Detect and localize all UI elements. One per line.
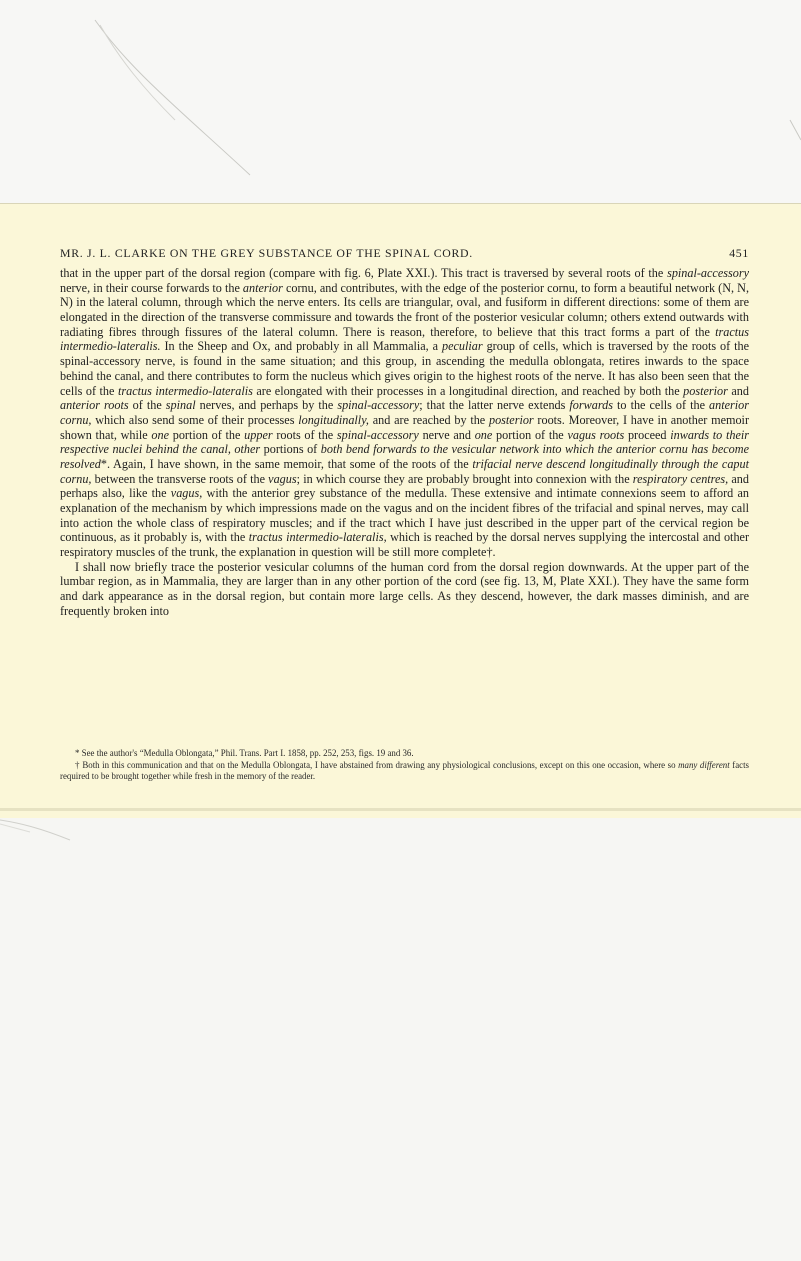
page-edge-shadow	[0, 808, 801, 811]
page-number: 451	[729, 246, 749, 260]
running-title: MR. J. L. CLARKE ON THE GREY SUBSTANCE OF THE SPINAL CORD.	[60, 246, 473, 260]
footnotes	[60, 748, 749, 783]
paragraph: that in the upper part of the dorsal region (compare with fig. 6, Plate XXI.). This tract is traversed by several roots of the spinal-accessory nerve, in their course forwards to the anterior cornu, and contributes, with the edge of the posterior cornu, to form a beautiful network (N, N, N) in the lateral column, through which the nerve enters. Its cells are triangular, oval, and fusiform in different directions: some of them are elongated in the direction of the transverse commissure and towards the front of the posterior vesicular column; others extend outwards with radiating fibres through fissures of the lateral column. There is reason, therefore, to believe that this tract forms a part of the tractus intermedio-lateralis. In the Sheep and Ox, and probably in all Mammalia, a peculiar group of cells, which is traversed by the roots of the spinal-accessory nerve, is found in the same situation; and this group, in ascending the medulla oblongata, retires inwards to the space behind the canal, and there contributes to form the nucleus which gives origin to the highest roots of the nerve. It has also been seen that the cells of the tractus intermedio-lateralis are elongated with their processes in a longitudinal direction, and reached by both the posterior and anterior roots of the spinal nerves, and perhaps by the spinal-accessory; that the latter nerve extends forwards to the cells of the anterior cornu, which also send some of their processes longitudinally, and are reached by the posterior roots. Moreover, I have in another memoir shown that, while one portion of the upper roots of the spinal-accessory nerve and one portion of the vagus roots proceed inwards to their respective nuclei behind the canal, other portions of both bend forwards to the vesicular network into which the anterior cornu has become resolved*. Again, I have shown, in the same memoir, that some of the roots of the trifacial nerve descend longitudinally through the caput cornu, between the transverse roots of the vagus; in which course they are probably brought into connexion with the respiratory centres, and perhaps also, like the vagus, with the anterior grey substance of the medulla. These extensive and intimate connexions seem to afford an explanation of the mechanism by which impressions made on the vagus and on the incident fibres of the trifacial and spinal nerves, may call into action the whole class of respiratory muscles; and if the tract which I have just described in the upper part of the cervical region be continuous, as it probably is, with the tractus intermedio-lateralis, which is reached by the dorsal nerves supplying the intercostal and other respiratory muscles of the trunk, the explanation in question will be still more complete†.	[60, 266, 750, 560]
fold-crease	[0, 0, 801, 205]
footnote: † Both in this communication and that on the Medulla Oblongata, I have abstained from drawing any physiological conclusions, except on this one occasion, where so many different facts required to be brought together while fresh in the memory of the reader.	[60, 759, 749, 781]
footnote: * See the author's “Medulla Oblongata,” Phil. Trans. Part I. 1858, pp. 252, 253, figs. 19 and 36.	[75, 748, 414, 758]
body-text	[60, 266, 749, 619]
paragraph: I shall now briefly trace the posterior vesicular columns of the human cord from the dorsal region downwards. At the upper part of the lumbar region, as in Mammalia, they are larger than in any other portion of the cord (see fig. 13, M, Plate XXI.). They have the same form and dark appearance as in the dorsal region, but contain more large cells. As they descend, however, the dark masses diminish, and are frequently broken into	[60, 559, 749, 618]
fold-crease	[0, 818, 801, 1261]
